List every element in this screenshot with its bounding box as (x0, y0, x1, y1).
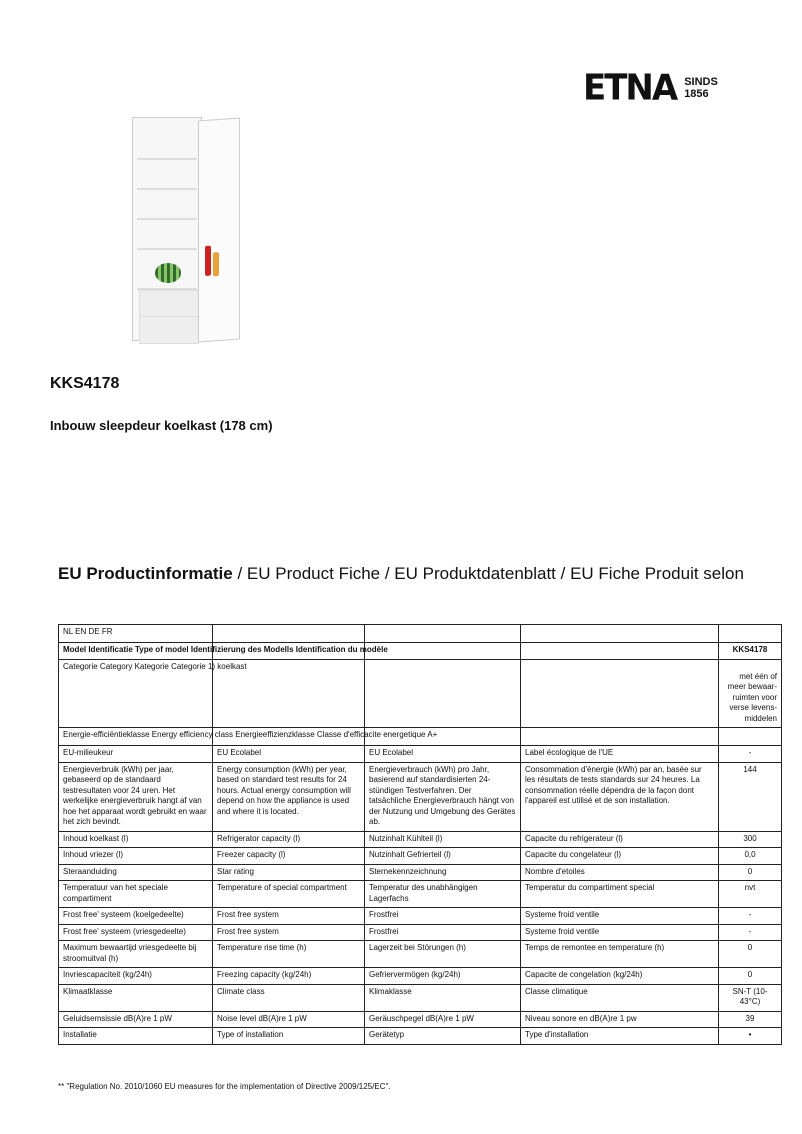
cell-nl: Frost free' systeem (koelgedeelte) (59, 908, 213, 925)
model-label: Model Identificatie Type of model Identifizierung des Modells Identification du modèle (59, 643, 213, 660)
product-fiche-table (58, 624, 782, 1045)
category-value: met één of meer bewaar-ruimten voor verse levens-middelen (719, 659, 782, 728)
cell-value: • (719, 1028, 782, 1045)
cell-value: nvt (719, 881, 782, 908)
table-row (59, 848, 782, 865)
cell-fr: Consommation d'énergie (kWh) par an, basée sur les résultats de tests standards sur 24 heures. La consommation réelle dépendra de la façon dont l'appareil est utilisé et de son installation. (521, 762, 719, 831)
cell-en: Freezing capacity (kg/24h) (213, 968, 365, 985)
table-row (59, 831, 782, 848)
logo-year: 1856 (684, 88, 709, 100)
cell-nl: EU-milieukeur (59, 746, 213, 763)
cell-fr: Systeme froid ventile (521, 908, 719, 925)
cell-en: Type of installation (213, 1028, 365, 1045)
cell-value: - (719, 908, 782, 925)
cell-en: Temperature of special compartment (213, 881, 365, 908)
cell-value: 0 (719, 968, 782, 985)
etna-logo (583, 68, 718, 108)
cell-de: Nutzinhalt Kühlteil (l) (365, 831, 521, 848)
cell-fr: Temps de remontee en temperature (h) (521, 941, 719, 968)
model-value: KKS4178 (719, 643, 782, 660)
cell-en: Climate class (213, 984, 365, 1011)
cell-nl: Frost free' systeem (vriesgedeelte) (59, 924, 213, 941)
model-number: KKS4178 (50, 375, 120, 392)
efficiency-row (59, 728, 782, 746)
footnote: ** "Regulation No. 2010/1060 EU measures for the implementation of Directive 2009/125/EC". (58, 1082, 391, 1091)
table-row (59, 908, 782, 925)
table-row (59, 984, 782, 1011)
cell-de: EU Ecolabel (365, 746, 521, 763)
heading-rest: / EU Product Fiche / EU Produktdatenblatt / EU Fiche Produit selon (232, 564, 744, 583)
table-row (59, 1011, 782, 1028)
category-row (59, 659, 782, 728)
cell-value: 300 (719, 831, 782, 848)
cell-de: Gefriervermögen (kg/24h) (365, 968, 521, 985)
cell-value: SN-T (10-43°C) (719, 984, 782, 1011)
cell-de: Energieverbrauch (kWh) pro Jahr, basierend auf standardisierten 24-stündigen Testverfahren. Der tatsächliche Energieverbrauch hängt von der Nutzung und Umgebung des Gerätes ab. (365, 762, 521, 831)
language-row (59, 625, 782, 643)
cell-de: Sternekennzeichnung (365, 864, 521, 881)
cell-de: Lagerzeit bei Störungen (h) (365, 941, 521, 968)
cell-fr: Niveau sonore en dB(A)re 1 pw (521, 1011, 719, 1028)
model-row (59, 643, 782, 660)
cell-nl: Steraanduiding (59, 864, 213, 881)
table-row (59, 746, 782, 763)
cell-fr: Label écologique de l'UE (521, 746, 719, 763)
cell-fr: Classe climatique (521, 984, 719, 1011)
cell-en: Freezer capacity (l) (213, 848, 365, 865)
table-row (59, 924, 782, 941)
logo-wordmark: ETNA (583, 67, 677, 109)
cell-en: Temperature rise time (h) (213, 941, 365, 968)
cell-fr: Systeme froid ventile (521, 924, 719, 941)
cell-nl: Temperatuur van het speciale compartiment (59, 881, 213, 908)
cell-value: 39 (719, 1011, 782, 1028)
cell-de: Geräuschpegel dB(A)re 1 pW (365, 1011, 521, 1028)
heading-bold: EU Productinformatie (58, 564, 233, 583)
cell-de: Frostfrei (365, 908, 521, 925)
table-row (59, 881, 782, 908)
cell-fr: Temperatur du compartiment special (521, 881, 719, 908)
table-row (59, 968, 782, 985)
cell-nl: Geluidsemsissie dB(A)re 1 pW (59, 1011, 213, 1028)
cell-fr: Capacite du congelateur (l) (521, 848, 719, 865)
logo-sinds: SINDS (684, 76, 718, 88)
cell-en: Frost free system (213, 908, 365, 925)
cell-value: - (719, 746, 782, 763)
cell-en: Star rating (213, 864, 365, 881)
cell-de: Temperatur des unabhängigen Lagerfachs (365, 881, 521, 908)
cell-nl: Energieverbruik (kWh) per jaar, gebaseerd op de standaard testresultaten voor 24 uren. Het werkelijke energieverbruik hangt af van hoe het apparaat wordt gebruikt en waar het zich bevindt. (59, 762, 213, 831)
language-label: NL EN DE FR (59, 625, 213, 643)
table-row (59, 941, 782, 968)
cell-fr: Capacite du refrigerateur (l) (521, 831, 719, 848)
category-label: Categorie Category Kategorie Categorie 1) koelkast (59, 659, 213, 728)
cell-nl: Installatie (59, 1028, 213, 1045)
cell-value: 144 (719, 762, 782, 831)
cell-de: Klimaklasse (365, 984, 521, 1011)
cell-de: Frostfrei (365, 924, 521, 941)
cell-value: 0 (719, 941, 782, 968)
cell-value: - (719, 924, 782, 941)
efficiency-label: Energie-efficiëntieklasse Energy efficiency class Energieeffizienzklasse Classe d'efficacite energetique A+ (59, 728, 213, 746)
section-heading (58, 564, 744, 584)
table-row (59, 762, 782, 831)
cell-nl: Maximum bewaartijd vriesgedeelte bij stroomuitval (h) (59, 941, 213, 968)
cell-nl: Invriescapaciteit (kg/24h) (59, 968, 213, 985)
cell-value: 0,0 (719, 848, 782, 865)
cell-de: Gerätetyp (365, 1028, 521, 1045)
product-description: Inbouw sleepdeur koelkast (178 cm) (50, 418, 273, 433)
table-row (59, 1028, 782, 1045)
cell-fr: Nombre d'etoiles (521, 864, 719, 881)
cell-en: Frost free system (213, 924, 365, 941)
cell-nl: Inhoud vriezer (l) (59, 848, 213, 865)
cell-nl: Inhoud koelkast (l) (59, 831, 213, 848)
table-row (59, 864, 782, 881)
cell-en: Refrigerator capacity (l) (213, 831, 365, 848)
fridge-image (132, 117, 240, 342)
cell-fr: Type d'installation (521, 1028, 719, 1045)
cell-value: 0 (719, 864, 782, 881)
cell-en: Noise level dB(A)re 1 pW (213, 1011, 365, 1028)
cell-de: Nutzinhalt Gefrierteil (l) (365, 848, 521, 865)
cell-fr: Capacite de congelation (kg/24h) (521, 968, 719, 985)
cell-nl: Klimaatklasse (59, 984, 213, 1011)
cell-en: EU Ecolabel (213, 746, 365, 763)
cell-en: Energy consumption (kWh) per year, based on standard test results for 24 hours. Actual energy consumption will depend on how the appliance is used and where it is located. (213, 762, 365, 831)
